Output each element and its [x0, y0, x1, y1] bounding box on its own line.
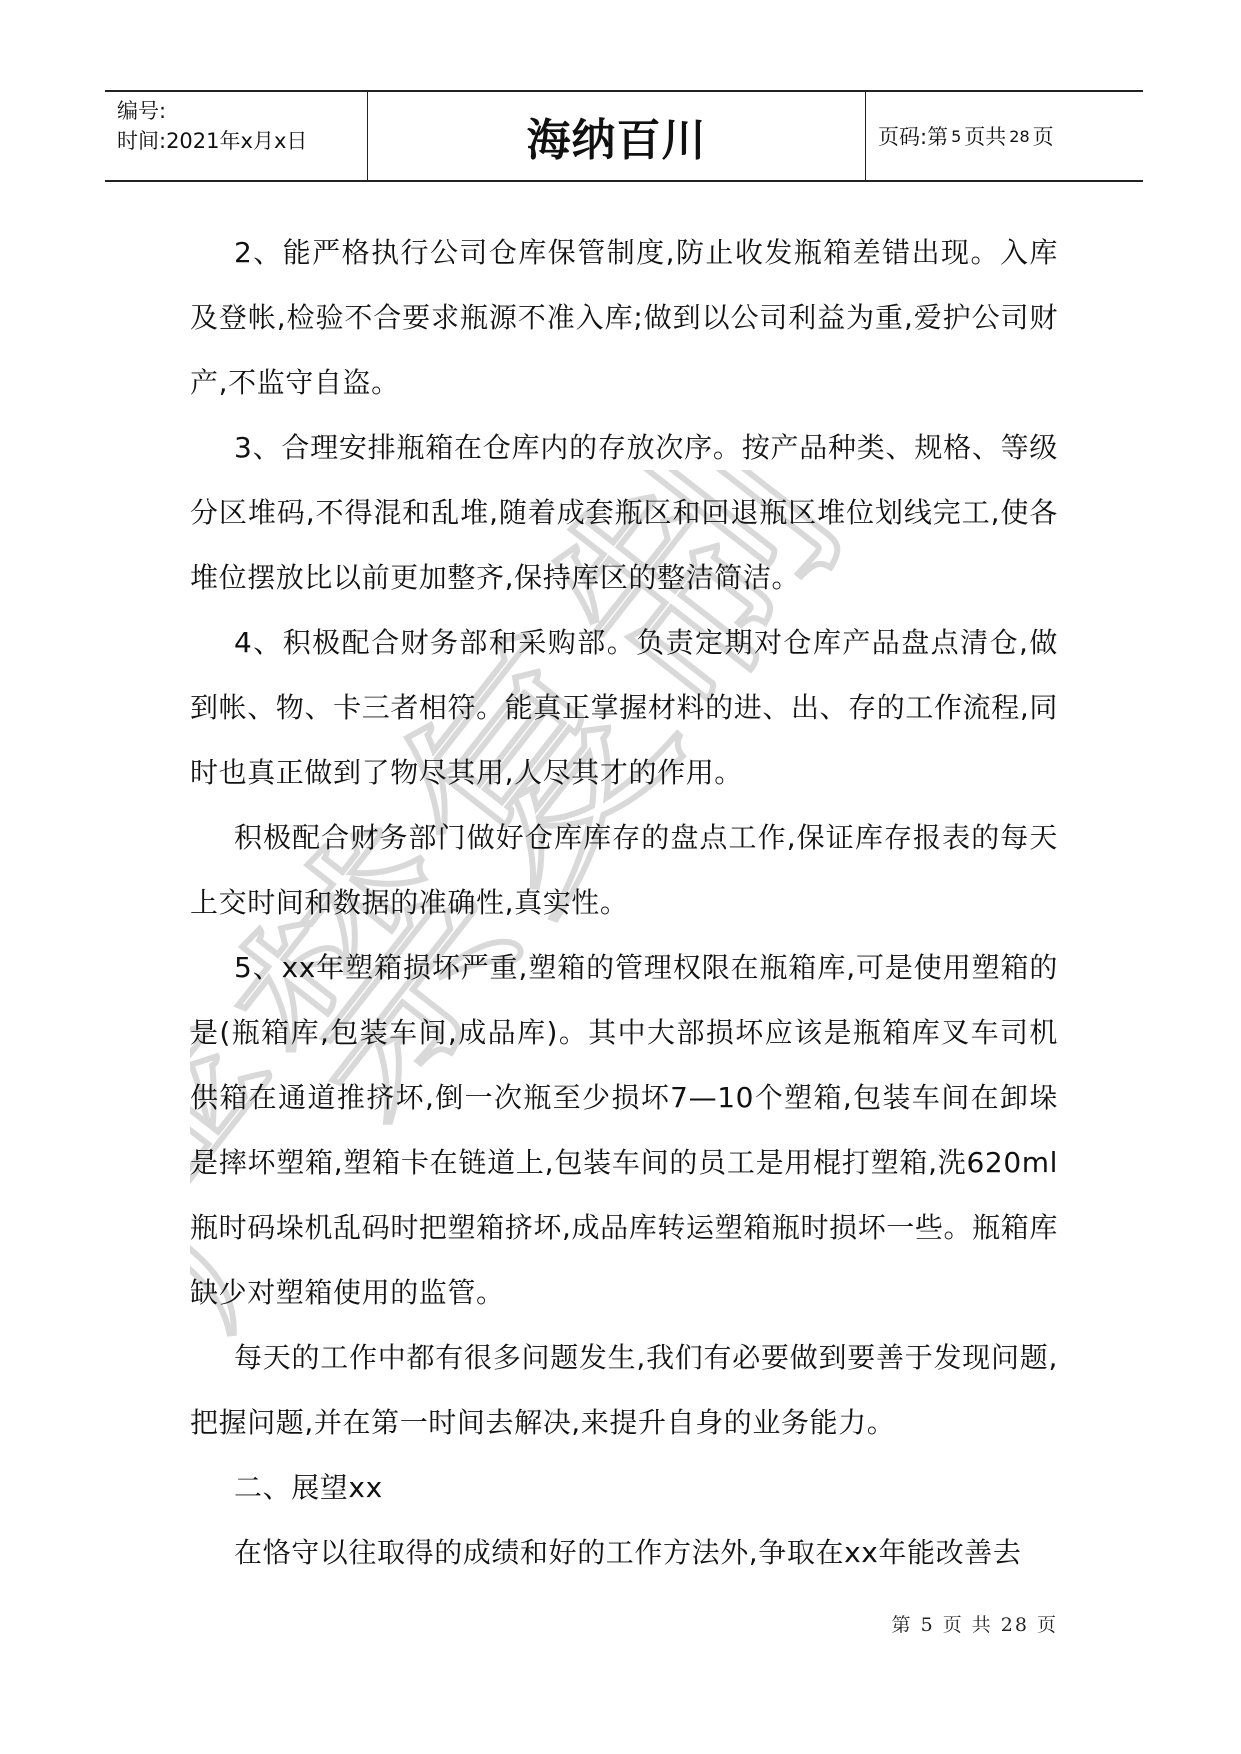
document-time-label: 时间:2021年x月x日	[117, 129, 308, 153]
section-heading: 二、展望xx	[234, 1471, 383, 1504]
paragraph: 5、xx年塑箱损坏严重,塑箱的管理权限在瓶箱库,可是使用塑箱的是(瓶箱库,包装车间,成品库)。其中大部损坏应该是瓶箱库叉车司机供箱在通道推挤坏,倒一次瓶至少损坏7—10个塑箱,包装车间在卸垛是摔坏塑箱,塑箱卡在链道上,包装车间的员工是用棍打塑箱,洗620ml瓶时码垛机乱码时把塑箱挤坏,成品库转运塑箱瓶时损坏一些。瓶箱库缺少对塑箱使用的监管。	[190, 951, 1058, 1309]
header-page-cell	[866, 92, 1143, 180]
paragraph: 3、合理安排瓶箱在仓库内的存放次序。按产品种类、规格、等级分区堆码,不得混和乱堆,随着成套瓶区和回退瓶区堆位划线完工,使各堆位摆放比以前更加整齐,保持库区的整洁简洁。	[190, 431, 1058, 594]
paragraph: 每天的工作中都有很多问题发生,我们有必要做到要善于发现问题,把握问题,并在第一时间去解决,来提升自身的业务能力。	[190, 1341, 1058, 1439]
paragraph: 2、能严格执行公司仓库保管制度,防止收发瓶箱差错出现。入库及登帐,检验不合要求瓶源不准入库;做到以公司利益为重,爱护公司财产,不监守自盗。	[190, 236, 1058, 399]
page-middle: 页共	[964, 125, 1007, 149]
page-prefix: 页码:第	[878, 125, 949, 149]
watermark-text: 严禁复制	[190, 470, 897, 1367]
page-header	[105, 90, 1143, 182]
page-suffix: 页	[1032, 125, 1054, 149]
page-total-number: 28	[1009, 126, 1030, 146]
document-body	[190, 220, 1058, 1585]
header-info-cell	[105, 92, 368, 180]
paragraph: 在恪守以往取得的成绩和好的工作方法外,争取在xx年能改善去	[234, 1536, 1022, 1569]
paragraph: 积极配合财务部门做好仓库库存的盘点工作,保证库存报表的每天上交时间和数据的准确性,真实性。	[190, 821, 1058, 919]
document-number-label: 编号:	[117, 99, 167, 123]
page-footer: 第 5 页 共 28 页	[891, 1614, 1058, 1636]
page-current-number: 5	[951, 126, 962, 146]
company-name: 海纳百川	[368, 92, 866, 180]
paragraph: 4、积极配合财务部和采购部。负责定期对仓库产品盘点清仓,做到帐、物、卡三者相符。能真正掌握材料的进、出、存的工作流程,同时也真正做到了物尽其用,人尽其才的作用。	[190, 626, 1058, 789]
